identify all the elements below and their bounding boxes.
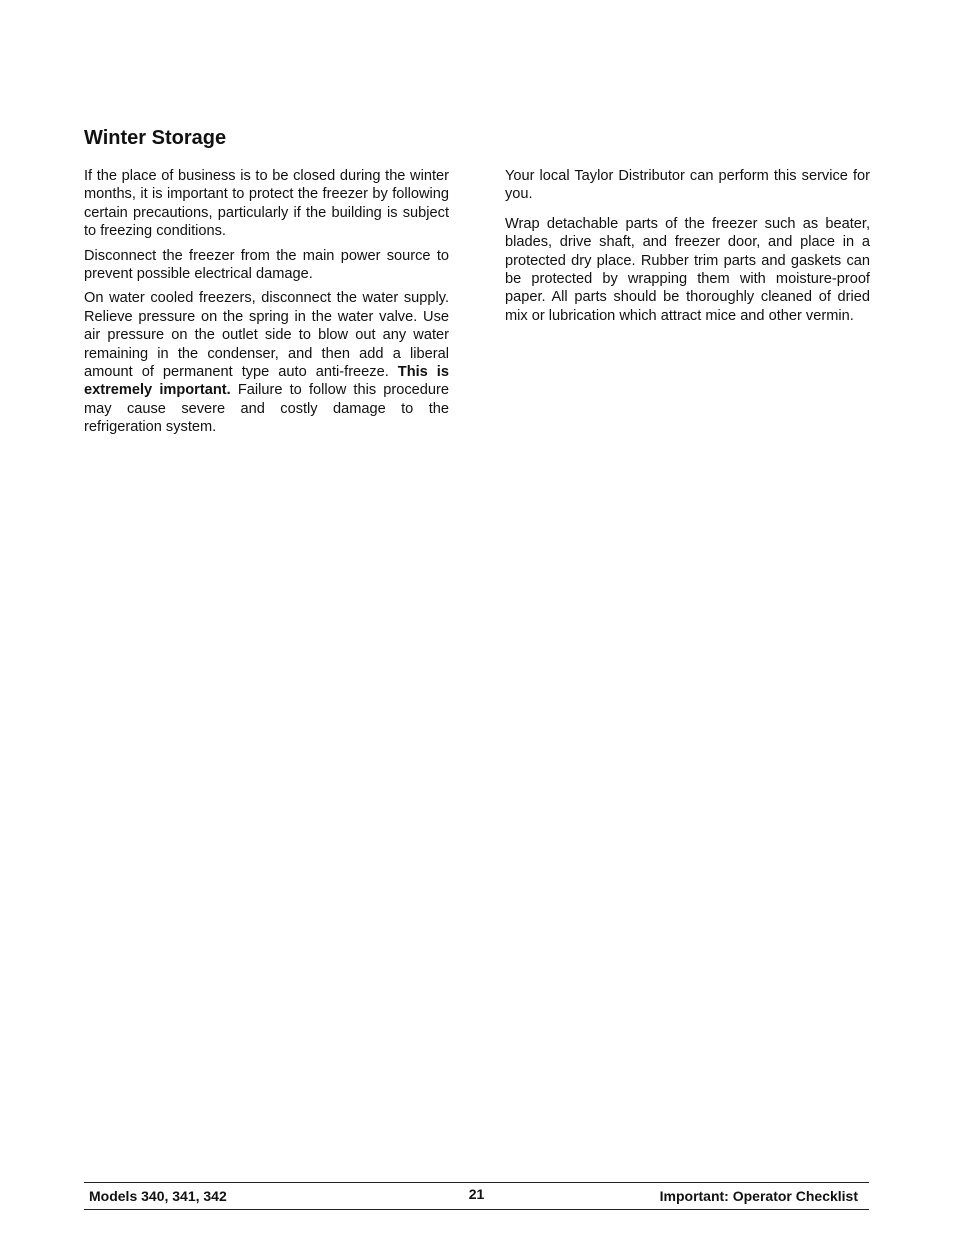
page-number: 21 <box>468 1186 485 1202</box>
paragraph-water-cooled <box>84 289 449 436</box>
paragraph-water-cooled-text: On water cooled freezers, disconnect the water supply. Relieve pressure on the spring in the water valve. Use air pressure on the outlet side to blow out any water remaining in the condenser, and then add a liberal amount of permanent type auto anti-freeze. <box>84 290 449 381</box>
footer-section-name: Important: Operator Checklist <box>659 1188 858 1204</box>
paragraph-water-cooled-end: Failure to follow this procedure may cause severe and costly damage to the refrigeration system. <box>84 382 450 436</box>
right-column <box>505 167 870 336</box>
page-footer <box>84 1182 869 1210</box>
footer-models: Models 340, 341, 342 <box>89 1188 227 1204</box>
paragraph-distributor-service: Your local Taylor Distributor can perform this service for you. <box>505 168 870 203</box>
paragraph-wrap-parts: Wrap detachable parts of the freezer such as beater, blades, drive shaft, and freezer door, and place in a protected dry place. Rubber trim parts and gaskets can be protected by wrapping them with moisture-proof paper. All parts should be thoroughly cleaned of dried mix or lubrication which attract mice and other vermin. <box>505 215 870 324</box>
paragraph-disconnect-power: Disconnect the freezer from the main power source to prevent possible electrical damage. <box>84 247 449 283</box>
important-emphasis: This is extremely important. <box>84 364 449 399</box>
section-heading: Winter Storage <box>84 127 227 149</box>
paragraph-closing-precautions: If the place of business is to be closed during the winter months, it is important to protect the freezer by following certain precautions, particularly if the building is subject to freezing conditions. <box>84 168 449 240</box>
left-column <box>84 167 449 443</box>
